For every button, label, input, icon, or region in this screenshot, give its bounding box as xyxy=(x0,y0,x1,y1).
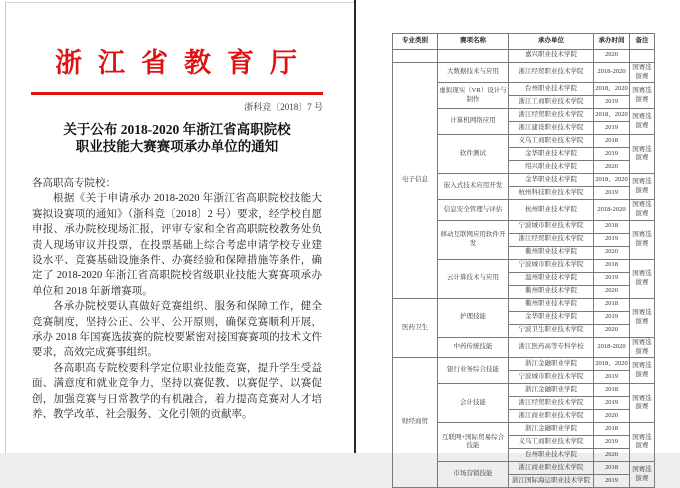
document-body xyxy=(32,176,322,423)
event-name-cell: 虚拟现实（VR）设计与制作 xyxy=(438,83,509,109)
host-time-cell: 2020 xyxy=(594,410,630,423)
host-time-cell: 2018 xyxy=(594,220,630,233)
host-unit-cell: 浙江金融职业学院 xyxy=(509,358,594,371)
host-unit-cell: 浙江商业职业技术学院 xyxy=(509,410,594,423)
event-name-cell: 计算机网络应用 xyxy=(438,109,509,135)
host-time-cell: 2019 xyxy=(594,122,630,135)
page-edge-left xyxy=(5,2,6,453)
body-paragraph: 各承办院校要认真做好竞赛组织、服务和保障工作，健全竞赛制度，坚持公正、公平、公开原则，确保竞赛顺利开展，承办 2018 年国赛选拔赛的院校要紧密对接国赛赛项的技术文件要求，高效完成赛事组织。 xyxy=(32,301,322,359)
host-time-cell: 2019 xyxy=(594,311,630,324)
event-name-cell: 软件测试 xyxy=(438,135,509,174)
remark-cell: 国赛选拔赛 xyxy=(630,62,655,83)
host-time-cell: 2018 xyxy=(594,423,630,436)
host-unit-cell: 浙江建设职业技术学院 xyxy=(509,122,594,135)
host-time-cell: 2018-2020 xyxy=(594,337,630,358)
event-name-cell: 会计技能 xyxy=(438,384,509,423)
event-name-cell: 护理技能 xyxy=(438,298,509,337)
header-row xyxy=(393,34,655,50)
host-time-cell: 2018、2020 xyxy=(594,83,630,96)
host-time-cell: 2020 xyxy=(594,246,630,259)
host-unit-cell: 浙江经贸职业技术学院 xyxy=(509,233,594,246)
host-time-cell: 2019 xyxy=(594,272,630,285)
host-time-cell: 2019 xyxy=(594,475,630,488)
host-time-cell: 2018、2020 xyxy=(594,174,630,187)
host-unit-cell: 台州职业技术学院 xyxy=(509,83,594,96)
host-time-cell: 2018、2020 xyxy=(594,109,630,122)
host-unit-cell: 杭州职业技术学院 xyxy=(509,200,594,221)
category-cell: 医药卫生 xyxy=(393,298,438,358)
host-time-cell: 2019 xyxy=(594,436,630,449)
body-paragraph: 根据《关于申请承办 2018-2020 年浙江省高职院校技能大赛拟设赛项的通知》（浙科竞〔2018〕2 号）要求，经学校自愿申报、承办院校现场汇报，评审专家和全省高职院校教务处负责人现场审议并投票，在投票基础上综合考虑申请学校专业建设水平、竞赛基础设施条件、办赛经验和保障措施等条件，确定了 2018-2020 年浙江省高职院校省级职业技能大赛赛项承办单位和 2018 年新增赛项。 xyxy=(32,193,322,297)
column-header: 承办时间 xyxy=(594,34,630,50)
host-unit-cell: 浙江医药高等专科学校 xyxy=(509,337,594,358)
column-header: 承办单位 xyxy=(509,34,594,50)
remark-cell: 国赛选拔赛 xyxy=(630,462,655,488)
body-paragraph: 各高职高专院校要科学定位职业技能竞赛，提升学生受益面、满意度和就业竞争力，坚持以赛促教、以赛促学、以赛促创，加强竞赛与日常教学的有机融合，着力提高竞赛对人才培养、教学改革、社会服务、文化引领的贡献率。 xyxy=(32,362,322,421)
host-time-cell: 2020 xyxy=(594,161,630,174)
remark-cell xyxy=(630,49,655,62)
notice-title-line2: 职业技能大赛赛项承办单位的通知 xyxy=(75,139,279,154)
host-unit-cell: 义乌工商职业技术学院 xyxy=(509,135,594,148)
host-time-cell: 2018 xyxy=(594,298,630,311)
schedule-table xyxy=(392,33,655,488)
remark-cell: 国赛选拔赛 xyxy=(630,174,655,200)
category-cell: 电子信息 xyxy=(393,62,438,298)
host-unit-cell: 衢州职业技术学院 xyxy=(509,298,594,311)
host-time-cell: 2019 xyxy=(594,96,630,109)
host-unit-cell: 杭州科技职业技术学院 xyxy=(509,187,594,200)
event-name-cell: 信息安全管理与评估 xyxy=(438,200,509,221)
table-row xyxy=(393,298,655,311)
remark-cell: 国赛选拔赛 xyxy=(630,109,655,135)
host-unit-cell: 浙江金融职业学院 xyxy=(509,423,594,436)
event-name-cell: 市场营销技能 xyxy=(438,462,509,488)
host-unit-cell: 浙江经贸职业技术学院 xyxy=(509,62,594,83)
host-unit-cell: 嘉兴职业技术学院 xyxy=(509,49,594,62)
salutation: 各高职高专院校： xyxy=(32,178,116,189)
host-unit-cell: 浙江金融职业学院 xyxy=(509,384,594,397)
host-unit-cell: 温州职业技术学院 xyxy=(509,272,594,285)
host-time-cell: 2020 xyxy=(594,324,630,337)
host-unit-cell: 金华职业技术学院 xyxy=(509,174,594,187)
host-time-cell: 2019 xyxy=(594,371,630,384)
host-time-cell: 2018 xyxy=(594,259,630,272)
remark-cell: 国赛选拔赛 xyxy=(630,220,655,259)
event-name-cell: 互联网+国际贸易综合技能 xyxy=(438,423,509,462)
notice-title xyxy=(0,121,354,155)
event-name-cell: 嵌入式技术应用开发 xyxy=(438,174,509,200)
host-time-cell: 2018-2020 xyxy=(594,62,630,83)
document-number: 浙科竞〔2018〕7 号 xyxy=(244,102,323,112)
table-row xyxy=(393,49,655,62)
event-name-cell: 中药传统技能 xyxy=(438,337,509,358)
host-time-cell: 2018 xyxy=(594,384,630,397)
host-unit-cell: 宁波城市职业技术学院 xyxy=(509,220,594,233)
category-cell: 财经商贸 xyxy=(393,358,438,488)
event-name-cell: 银行业务综合技能 xyxy=(438,358,509,384)
red-divider-rule xyxy=(31,92,323,95)
schedule-table-head xyxy=(393,34,655,50)
event-name-cell: 大数据技术与应用 xyxy=(438,62,509,83)
host-time-cell: 2020 xyxy=(594,449,630,462)
column-header: 专业类别 xyxy=(393,34,438,50)
notice-page xyxy=(0,0,354,453)
host-time-cell: 2019 xyxy=(594,187,630,200)
host-time-cell: 2019 xyxy=(594,397,630,410)
host-unit-cell: 宁波卫生职业技术学院 xyxy=(509,324,594,337)
host-unit-cell: 金华职业技术学院 xyxy=(509,311,594,324)
remark-cell: 国赛选拔赛 xyxy=(630,259,655,298)
host-time-cell: 2018 xyxy=(594,135,630,148)
remark-cell: 国赛选拔赛 xyxy=(630,83,655,109)
host-unit-cell: 浙江经贸职业技术学院 xyxy=(509,397,594,410)
schedule-table-body xyxy=(393,49,655,488)
host-time-cell: 2019 xyxy=(594,148,630,161)
event-name-cell xyxy=(438,49,509,62)
remark-cell: 国赛选拔赛 xyxy=(630,358,655,384)
remark-cell: 国赛选拔赛 xyxy=(630,135,655,174)
host-time-cell: 2020 xyxy=(594,285,630,298)
host-time-cell: 2018-2020 xyxy=(594,200,630,221)
host-unit-cell: 宁波城市职业技术学院 xyxy=(509,371,594,384)
host-unit-cell: 衢州职业技术学院 xyxy=(509,285,594,298)
schedule-page xyxy=(356,0,680,484)
host-unit-cell: 义乌工商职业技术学院 xyxy=(509,436,594,449)
host-unit-cell: 浙江经贸职业技术学院 xyxy=(509,109,594,122)
page-edge-top xyxy=(5,2,354,3)
host-time-cell: 2018、2020 xyxy=(594,358,630,371)
host-unit-cell: 浙江商业职业技术学院 xyxy=(509,462,594,475)
table-row xyxy=(393,358,655,371)
host-time-cell: 2018 xyxy=(594,462,630,475)
column-header: 备注 xyxy=(630,34,655,50)
host-time-cell: 2020 xyxy=(594,49,630,62)
remark-cell: 国赛选拔赛 xyxy=(630,384,655,423)
remark-cell: 国赛选拔赛 xyxy=(630,298,655,337)
host-unit-cell: 衢州职业技术学院 xyxy=(509,246,594,259)
remark-cell: 国赛选拔赛 xyxy=(630,337,655,358)
host-unit-cell: 浙江工商职业技术学院 xyxy=(509,96,594,109)
host-unit-cell: 金华职业技术学院 xyxy=(509,148,594,161)
column-header: 赛项名称 xyxy=(438,34,509,50)
notice-title-line1: 关于公布 2018-2020 年浙江省高职院校 xyxy=(63,122,291,137)
host-unit-cell: 台州职业技术学院 xyxy=(509,449,594,462)
category-cell xyxy=(393,49,438,62)
host-time-cell: 2019 xyxy=(594,233,630,246)
table-row xyxy=(393,62,655,83)
event-name-cell: 云计算技术与应用 xyxy=(438,259,509,298)
event-name-cell: 移动互联网应用软件开发 xyxy=(438,220,509,259)
host-unit-cell: 浙江国际海运职业技术学院 xyxy=(509,475,594,488)
remark-cell: 国赛选拔赛 xyxy=(630,423,655,462)
host-unit-cell: 绍兴职业技术学院 xyxy=(509,161,594,174)
host-unit-cell: 宁波城市职业技术学院 xyxy=(509,259,594,272)
remark-cell: 国赛选拔赛 xyxy=(630,200,655,221)
agency-title: 浙江省教育厅 xyxy=(55,48,313,78)
